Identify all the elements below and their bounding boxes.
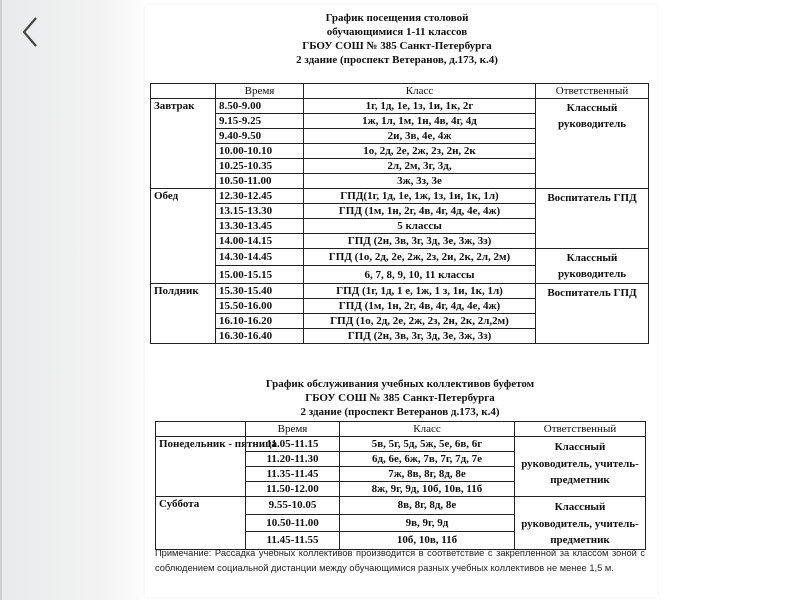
time-cell: 11.35-11.45 [246,467,340,482]
time-cell: 11.20-11.30 [246,452,340,467]
time-cell: 16.10-16.20 [216,313,304,328]
header-empty [156,422,246,437]
table-row [151,249,649,266]
class-cell: 1ж, 1л, 1м, 1н, 4в, 4г, 4д [304,114,536,129]
title-line: обучающимися 1-11 классов [326,26,468,38]
time-cell: 10.50-11.00 [246,514,340,532]
meal-label: Завтрак [151,99,216,189]
table-row [151,189,649,204]
responsible-cell: Воспитатель ГПД [536,283,649,343]
header-class: Класс [304,84,536,99]
slide-edge-line [0,0,2,600]
time-cell: 13.30-13.45 [216,219,304,234]
title-line: 2 здание (проспект Ветеранов, д.173, к.4) [296,54,498,66]
responsible-cell: Классный руководитель, учитель-предметник [515,497,646,550]
title-line: ГБОУ СОШ № 385 Санкт-Петербурга [305,392,495,404]
class-cell: ГПД (1м, 1н, 2г, 4в, 4г, 4д, 4е, 4ж) [304,204,536,219]
class-cell: ГПД(1г, 1д, 1е, 1ж, 1з, 1и, 1к, 1л) [304,189,536,204]
table-header-row [151,84,649,99]
time-cell: 13.15-13.30 [216,204,304,219]
responsible-cell: Классный руководитель [536,249,649,284]
class-cell: 5 классы [304,219,536,234]
class-cell: 8в, 8г, 8д, 8е [340,497,515,515]
time-cell: 9.15-9.25 [216,114,304,129]
time-cell: 10.25-10.35 [216,159,304,174]
header-responsible: Ответственный [536,84,649,99]
class-cell: ГПД (1м, 1н, 2г, 4в, 4г, 4д, 4е, 4ж) [304,298,536,313]
class-cell: 2и, 3в, 4е, 4ж [304,129,536,144]
class-cell: 1о, 2д, 2е, 2ж, 2з, 2н, 2к [304,144,536,159]
header-time: Время [246,422,340,437]
slide-chevron-icon [16,14,52,50]
time-cell: 15.50-16.00 [216,298,304,313]
title-line: ГБОУ СОШ № 385 Санкт-Петербурга [302,40,492,52]
buffet-schedule-table [155,421,646,550]
cafeteria-schedule-table [150,83,649,344]
schedule1-title [262,11,532,67]
time-cell: 14.00-14.15 [216,234,304,249]
class-cell: ГПД (2н, 3в, 3г, 3д, 3е, 3ж, 3з) [304,234,536,249]
meal-label: Обед [151,189,216,284]
table-header-row [156,422,646,437]
header-empty [151,84,216,99]
time-cell: 10.50-11.00 [216,174,304,189]
class-cell: ГПД (1о, 2д, 2е, 2ж, 2з, 2и, 2к, 2л, 2м) [304,249,536,266]
class-cell: 1г, 1д, 1е, 1з, 1и, 1к, 2г [304,99,536,114]
class-cell: 6д, 6е, 6ж, 7в, 7г, 7д, 7е [340,452,515,467]
class-cell: ГПД (1о, 2д, 2е, 2ж, 2з, 2н, 2к, 2л,2м) [304,313,536,328]
title-line: 2 здание (проспект Ветеранов д.173, к.4) [300,406,500,418]
class-cell: 6, 7, 8, 9, 10, 11 классы [304,266,536,283]
time-cell: 14.30-14.45 [216,249,304,266]
time-cell: 10.00-10.10 [216,144,304,159]
day-label: Суббота [156,497,246,550]
schedule2-title [245,377,555,419]
class-cell: 2л, 2м, 3г, 3д, [304,159,536,174]
class-cell: ГПД (1г, 1д, 1 е, 1ж, 1 з, 1и, 1к, 1л) [304,283,536,298]
table-row [156,497,646,515]
time-cell: 11.45-11.55 [246,532,340,550]
time-cell: 15.30-15.40 [216,283,304,298]
time-cell: 11.05-11.15 [246,437,340,452]
time-cell: 9.40-9.50 [216,129,304,144]
title-line: График посещения столовой [325,12,469,24]
responsible-cell: Классный руководитель, учитель-предметник [515,437,646,497]
footnote: Примечание: Рассадка учебных коллективов производится в соответствие с закрепленной за классом зоной с соблюдением социальной дистанции между обучающимися разных учебных коллективов не менее 1,5 м. [155,548,645,573]
time-cell: 12.30-12.45 [216,189,304,204]
responsible-cell: Воспитатель ГПД [536,189,649,249]
time-cell: 16.30-16.40 [216,328,304,343]
time-cell: 15.00-15.15 [216,266,304,283]
header-time: Время [216,84,304,99]
time-cell: 9.55-10.05 [246,497,340,515]
table-row [151,283,649,298]
header-responsible: Ответственный [515,422,646,437]
class-cell: 7ж, 8в, 8г, 8д, 8е [340,467,515,482]
slide-side-band [0,0,150,600]
table-row [156,437,646,452]
table-row [151,99,649,114]
header-class: Класс [340,422,515,437]
class-cell: ГПД (2н, 3в, 3г, 3д, 3е, 3ж, 3з) [304,328,536,343]
class-cell: 8ж, 9г, 9д, 10б, 10в, 11б [340,482,515,497]
day-label: Понедельник - пятница [156,437,246,497]
class-cell: 3ж, 3з, 3е [304,174,536,189]
time-cell: 11.50-12.00 [246,482,340,497]
class-cell: 9в, 9г, 9д [340,514,515,532]
class-cell: 10б, 10в, 11б [340,532,515,550]
responsible-cell: Классный руководитель [536,99,649,189]
meal-label: Полдник [151,283,216,343]
time-cell: 8.50-9.00 [216,99,304,114]
title-line: График обслуживания учебных коллективов буфетом [265,378,535,390]
class-cell: 5в, 5г, 5д, 5ж, 5е, 6в, 6г [340,437,515,452]
